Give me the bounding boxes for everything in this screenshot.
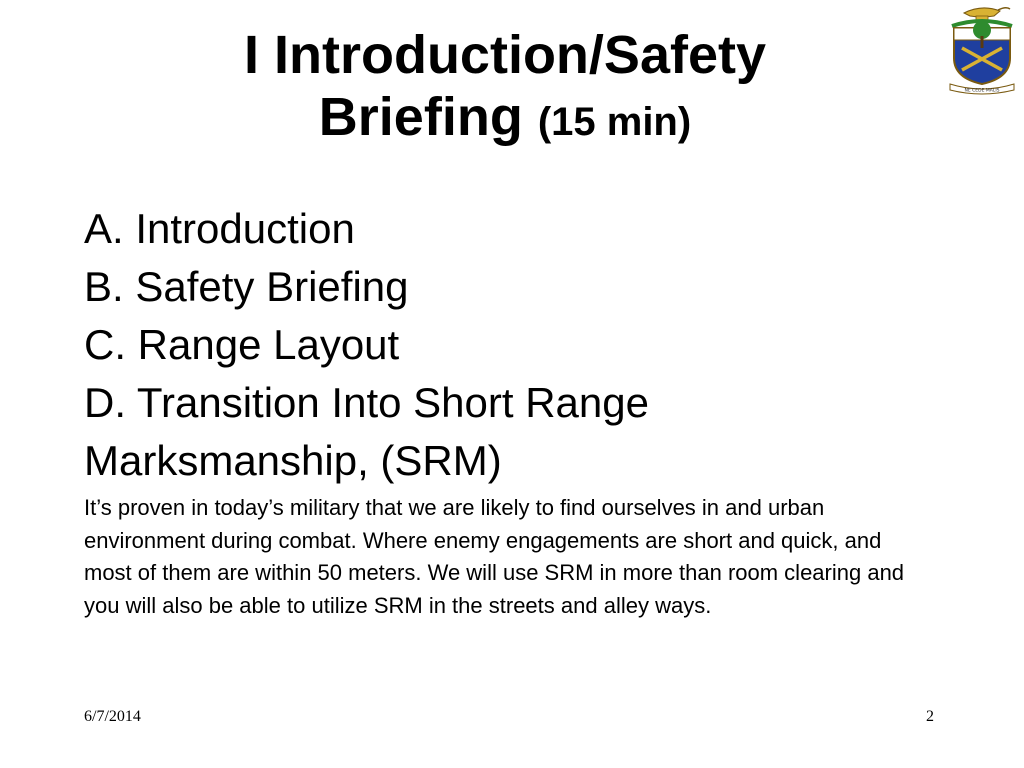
slide-content (84, 200, 934, 622)
footer-date: 6/7/2014 (84, 708, 141, 725)
footer-page-number: 2 (926, 708, 934, 725)
srm-description: It’s proven in today’s military that we are likely to find ourselves in and urban environment during combat. Where enemy engagements are short and quick, and most of them are within 50 meters. We will use SRM in more than room clearing and you will also be able to utilize SRM in the streets and alley ways. (84, 495, 905, 618)
unit-crest-icon (942, 0, 1022, 96)
outline-item-b: B. Safety Briefing (84, 263, 409, 310)
slide-title (150, 24, 860, 153)
crest-motto: NE CEDE MALIS (964, 88, 1000, 94)
outline-item-d: D. Transition Into Short Range Marksmanship, (SRM) (84, 379, 649, 484)
outline-item-c: C. Range Layout (84, 321, 400, 368)
slide-title-duration: (15 min) (537, 100, 692, 144)
outline-item-a: A. Introduction (84, 205, 355, 252)
slide-title-main: I Introduction/Safety Briefing (243, 25, 767, 147)
